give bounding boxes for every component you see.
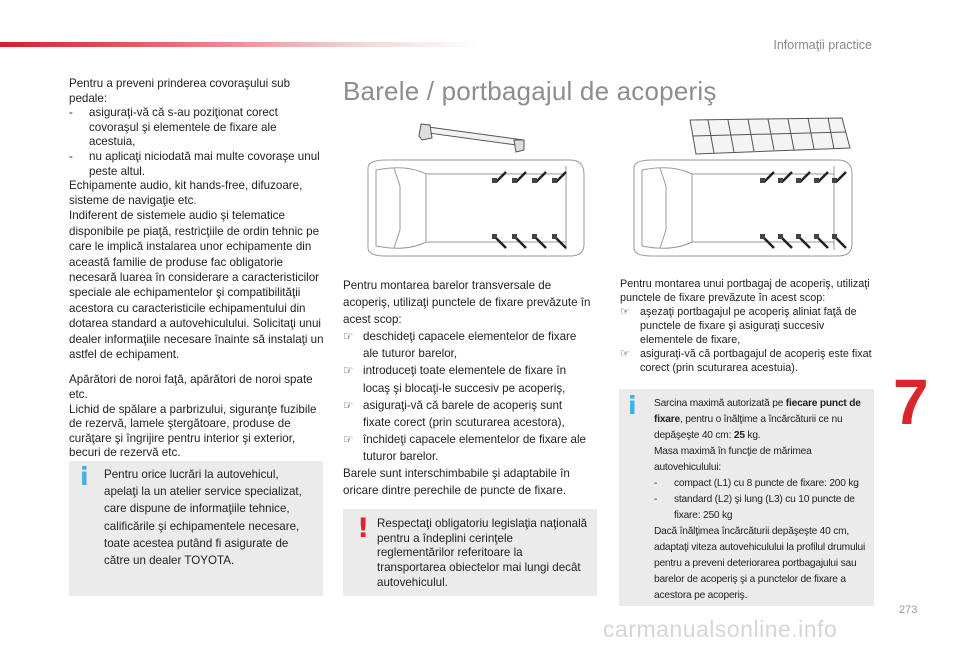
- rack-intro: Pentru montarea unui portbagaj de acoperiş, utilizaţi punctele de fixare prevăzute în acest scop:: [620, 278, 870, 304]
- mat-intro: Pentru a preveni prinderea covoraşului sub pedale:: [69, 77, 291, 105]
- info-icon: i: [80, 462, 89, 491]
- list-item: ☞ asiguraţi-vă că barele de acoperiş sunt fixate corect (prin scuturarea acestora),: [343, 397, 593, 431]
- list-item: ☞ deschideţi capacele elementelor de fixare ale tuturor barelor,: [343, 328, 593, 362]
- right-column: [620, 277, 880, 375]
- bullet-icon: ☞: [343, 330, 354, 344]
- mass-heading: Masa maximă în funcţie de mărimea autovehiculului:: [654, 446, 812, 473]
- mudflaps-heading: Apărători de noroi faţă, apărători de noroi spate etc.: [69, 373, 313, 401]
- van-top-view-icon: [634, 160, 852, 256]
- info-text-right: [654, 396, 872, 604]
- list-item: ☞ închideţi capacele elementelor de fixare ale tuturor barelor.: [343, 431, 593, 465]
- page-number: 273: [899, 604, 918, 616]
- roof-bar-icon: [419, 124, 524, 152]
- van-top-view-icon: [368, 160, 584, 256]
- bullet-icon: ☞: [343, 398, 354, 412]
- fixing-points: [760, 178, 837, 239]
- audio-text: Indiferent de sistemele audio şi telematice disponibile pe piaţă, restricţiile de ordin tehnic pe care le implică instalarea unor echipamente din această familie de produse fac obligatorie necesară luarea în considerare a caracteristicilor speciale ale echipamentelor şi compatibilităţii acestora cu caracteristicile echipamentului din dotarea standard a autovehiculului. Solicitaţi unui dealer informaţiile necesare înainte să instalaţi un astfel de echipament.: [69, 209, 324, 361]
- bullet-icon: ☞: [620, 348, 630, 360]
- chapter-number: 7: [893, 366, 929, 438]
- roof-bars-illustration: [366, 116, 586, 266]
- bullet-icon: ☞: [343, 432, 354, 446]
- list-item: ☞ introduceţi toate elementele de fixare în locaş şi blocaţi-le succesiv pe acoperiş,: [343, 362, 593, 396]
- bullet-icon: ☞: [343, 364, 354, 378]
- warning-icon: !: [357, 513, 370, 544]
- roof-rack-icon: [690, 118, 850, 154]
- list-item: - asiguraţi-vă că s-au poziţionat corect covoraşul şi elementele de fixare ale acestuia,: [69, 106, 278, 149]
- load-limit: Sarcina maximă autorizată pe fiecare punct de fixare, pentru o înălţime a încărcăturii ce nu depăşeşte 40 cm: 25 kg.: [654, 398, 861, 441]
- height-note: Dacă înălţimea încărcăturii depăşeşte 40 cm, adaptaţi viteza autovehiculului la profilul drumului pentru a preveni deteriorarea portbagajului sau barelor de acoperiş şi a punctelor de fixare a acestora pe acoperiş.: [654, 526, 866, 601]
- left-column: [69, 77, 324, 461]
- audio-heading: Echipamente audio, kit hands-free, difuzoare, sisteme de navigaţie etc.: [69, 179, 303, 207]
- list-item: - standard (L2) şi lung (L3) cu 10 puncte de fixare: 250 kg: [654, 494, 855, 521]
- watermark: carmanualsonline.info: [603, 616, 838, 642]
- roof-rack-illustration: [632, 112, 856, 266]
- consumables-text: Lichid de spălare a parbrizului, siguranţe fuzibile de rezervă, lamele ştergătoare, produse de curăţare şi îngrijire pentru interior şi exterior, becuri de rezervă etc.: [69, 402, 317, 460]
- bullet-icon: ☞: [620, 306, 630, 318]
- list-item: - nu aplicaţi niciodată mai multe covoraşe unul peste altul.: [69, 149, 320, 178]
- bars-outro: Barele sunt interschimbabile şi adaptabile în oricare dintre perechile de puncte de fixare.: [343, 467, 570, 498]
- list-item: - compact (L1) cu 8 puncte de fixare: 200 kg: [654, 478, 859, 489]
- header-accent-bar: [0, 42, 480, 47]
- list-item: ☞ asiguraţi-vă că portbagajul de acoperiş este fixat corect (prin scuturarea acestuia).: [620, 348, 872, 374]
- info-text-left: Pentru orice lucrări la autovehicul, apelaţi la un atelier service specializat, care dispune de informaţiile tehnice, calificările şi echipamentele necesare, toate acestea putând fi asigurate de către un dealer TOYOTA.: [104, 468, 302, 568]
- bars-intro: Pentru montarea barelor transversale de acoperiş, utilizaţi punctele de fixare prevăzute în acest scop:: [343, 279, 591, 327]
- warning-text: Respectaţi obligatoriu legislaţia naţională pentru a îndeplini cerinţele reglementărilor referitoare la transportarea obiectelor mai lungi decât autovehiculul.: [377, 517, 588, 589]
- info-icon: i: [628, 391, 637, 420]
- middle-column: [343, 277, 593, 499]
- section-title: Informaţii practice: [773, 38, 872, 52]
- list-item: ☞ aşezaţi portbagajul pe acoperiş aliniat faţă de punctele de fixare şi asiguraţi succesiv elementele de fixare,: [620, 306, 857, 346]
- page-title: Barele / portbagajul de acoperiş: [343, 76, 717, 106]
- fixing-points: [492, 178, 557, 239]
